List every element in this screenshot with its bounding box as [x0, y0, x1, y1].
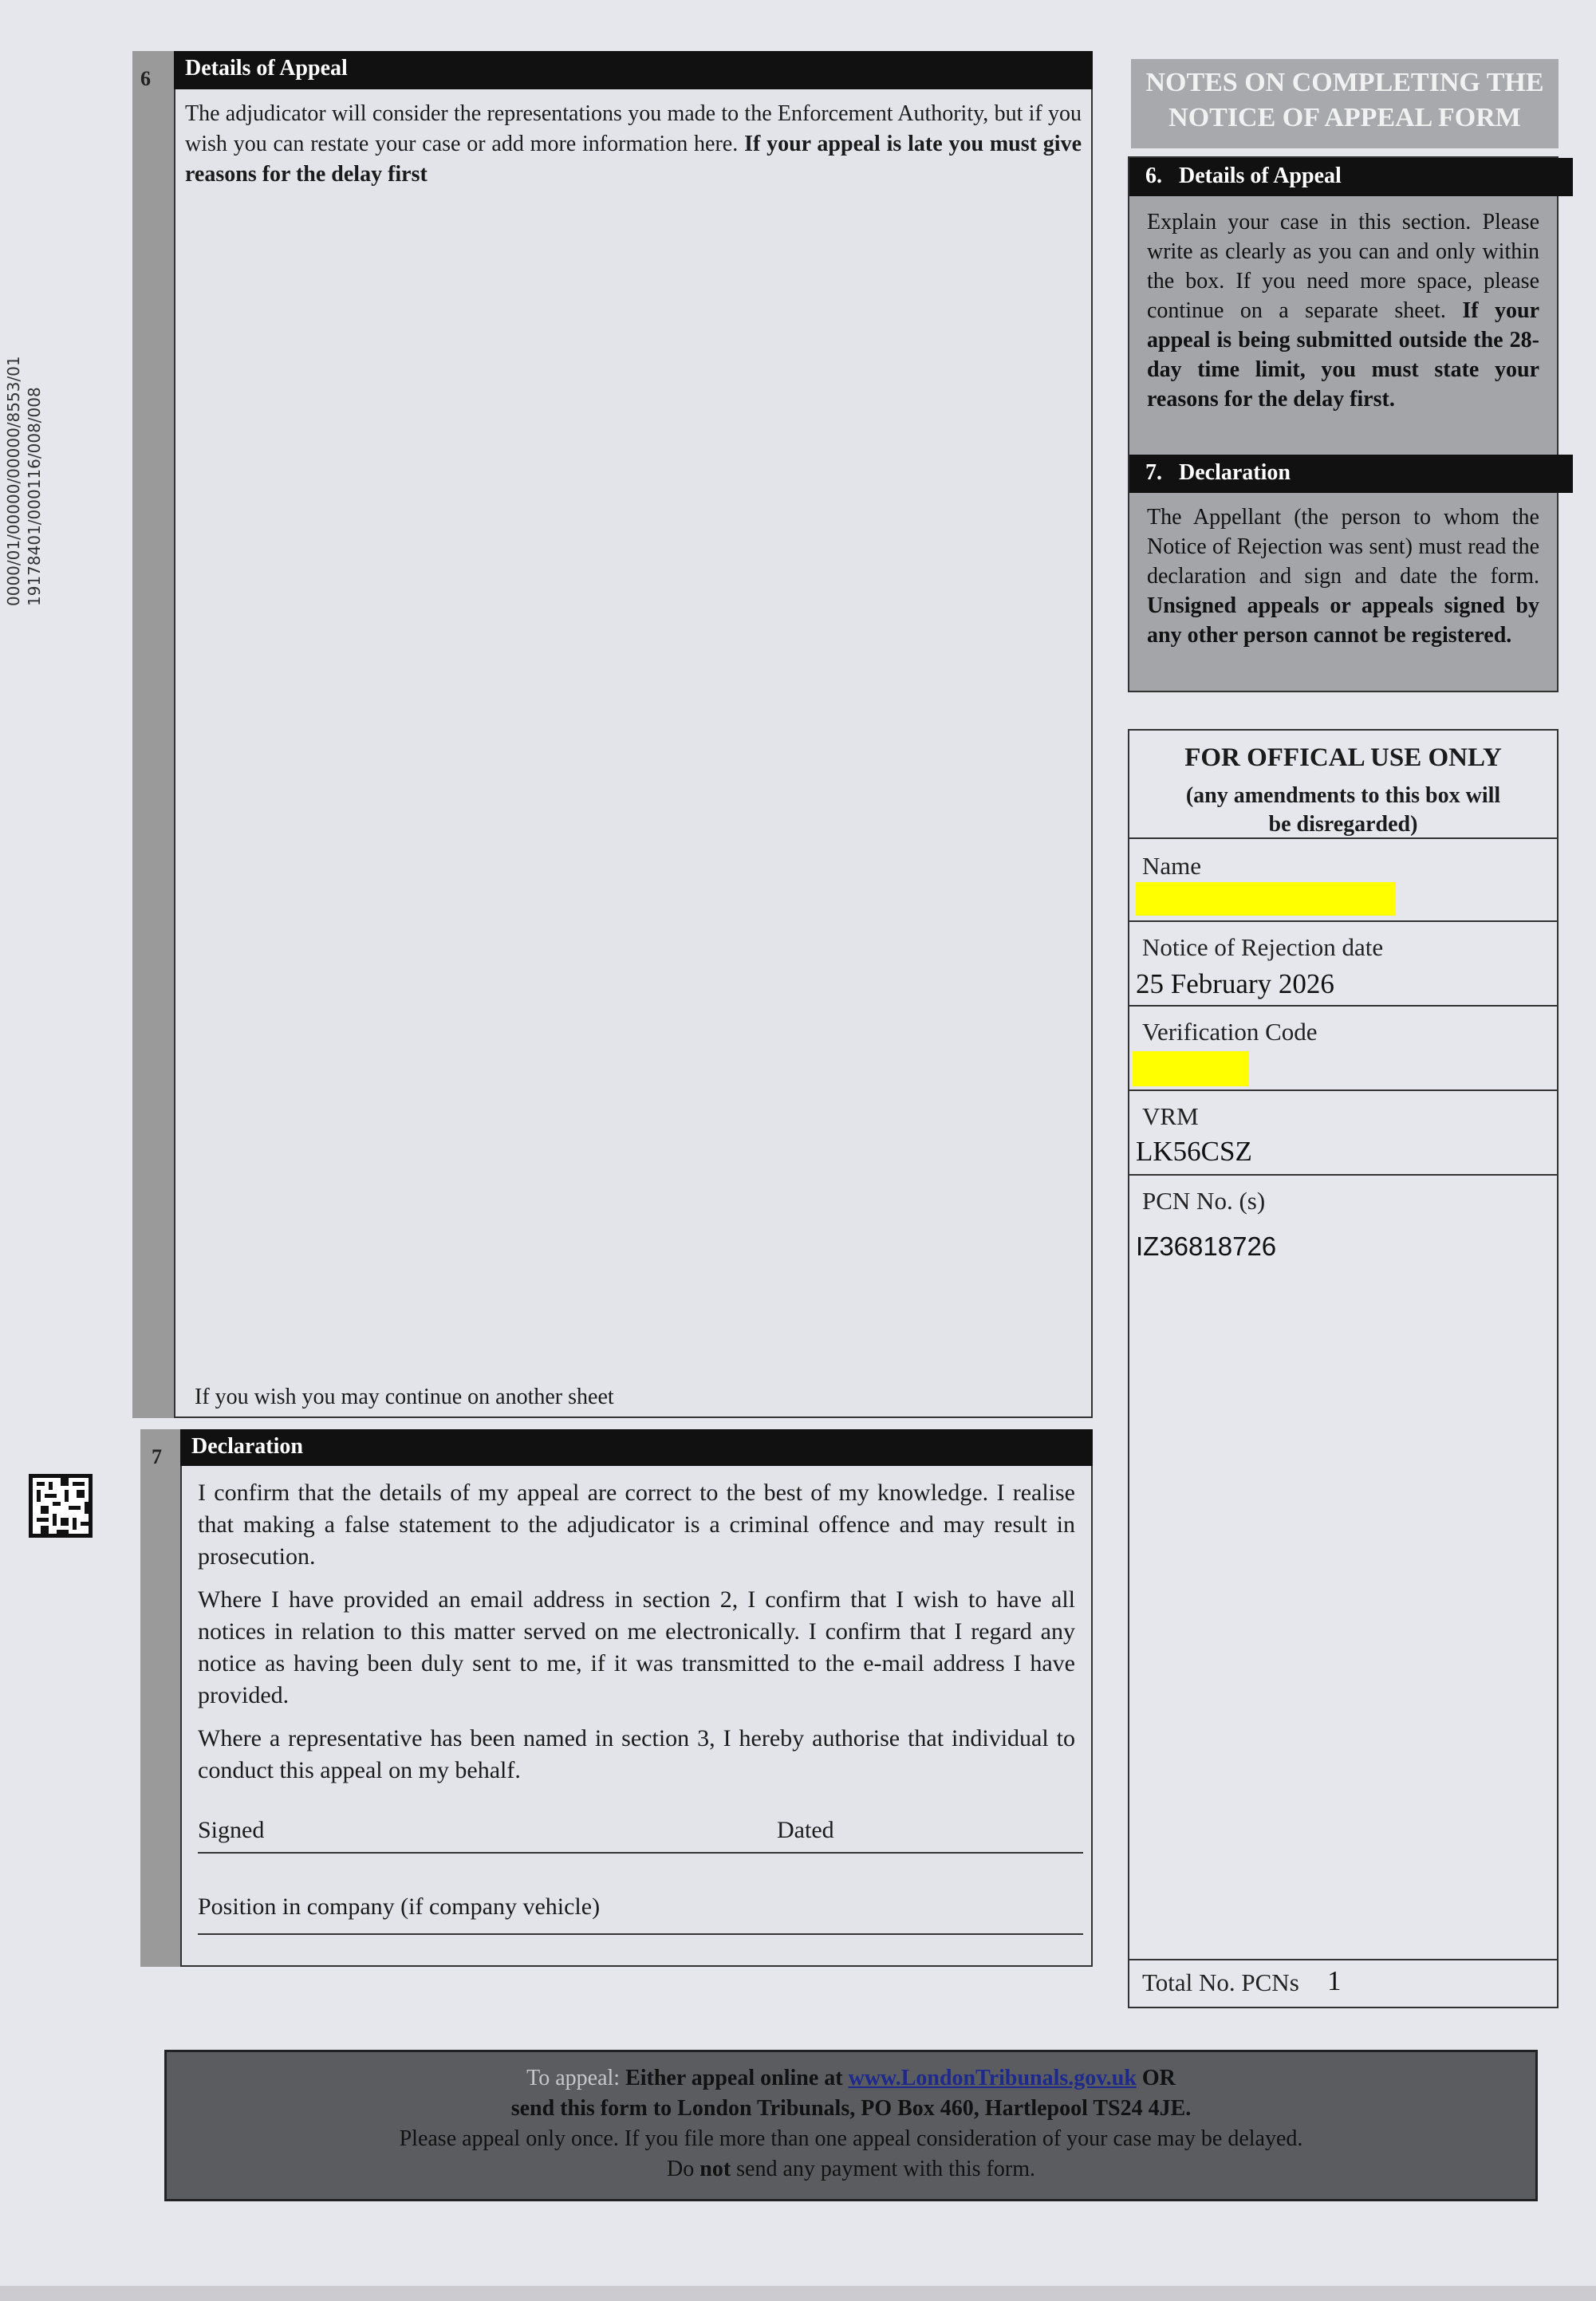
section-6-intro-text: The adjudicator will consider the representations you made to the Enforcement Authority, but if you wish you can restate your case or add more information here.: [185, 101, 1082, 156]
footer-online-text: Either appeal online at: [625, 2066, 843, 2090]
notes-title: [1131, 59, 1559, 148]
note-6-text: [1147, 207, 1539, 414]
verification-code-row: [1129, 1005, 1557, 1091]
signed-label: Signed: [198, 1817, 265, 1843]
note-6-header: 6. Details of Appeal: [1129, 158, 1573, 196]
verification-code-redaction: [1133, 1051, 1249, 1086]
vrm-value: LK56CSZ: [1136, 1136, 1252, 1167]
pcn-value: IZ36818726: [1136, 1231, 1277, 1261]
declaration-paragraph-1: I confirm that the details of my appeal are correct to the best of my knowledge. I realise that making a false statement to the adjudicator is a criminal offence and may result in prosecution.: [198, 1479, 1075, 1570]
total-pcns-value: 1: [1327, 1965, 1342, 1996]
verification-code-label: Verification Code: [1142, 1018, 1318, 1046]
footer-payment-text: send any payment with this form.: [736, 2157, 1035, 2181]
total-pcns-label: Total No. PCNs: [1142, 1968, 1299, 1996]
section-7-box: [180, 1466, 1093, 1967]
total-pcns-row: [1129, 1959, 1557, 2010]
dated-label: Dated: [777, 1817, 834, 1843]
note-6-plain: Explain your case in this section. Please write as clearly as you can and only within the box. If you need more space, please continue on a separate sheet.: [1147, 210, 1539, 323]
section-6-box: [174, 89, 1093, 1418]
footer-line-1: [167, 2063, 1535, 2094]
position-line: [198, 1933, 1083, 1935]
london-tribunals-link[interactable]: www.LondonTribunals.gov.uk: [848, 2066, 1137, 2090]
notes-panel: [1128, 156, 1559, 692]
section-6-strip: [132, 51, 174, 1418]
name-row: [1129, 837, 1557, 922]
continue-note: If you wish you may continue on another sheet: [195, 1385, 614, 1409]
rejection-date-value: 25 February 2026: [1136, 968, 1334, 999]
name-label: Name: [1142, 852, 1202, 880]
appeal-details-input[interactable]: [185, 185, 1082, 1365]
footer-do: Do: [667, 2157, 695, 2181]
note-7-plain: The Appellant (the person to whom the Notice of Rejection was sent) must read the declaration and sign and date the form.: [1147, 505, 1539, 589]
pcn-label: PCN No. (s): [1142, 1187, 1266, 1215]
footer-line-3: Please appeal only once. If you file more than one appeal consideration of your case may be delayed.: [399, 2126, 1303, 2151]
rejection-date-row: [1129, 920, 1557, 1007]
note-7-bold: Unsigned appeals or appeals signed by any other person cannot be registered.: [1147, 593, 1539, 648]
appeal-instructions-footer: [164, 2050, 1538, 2201]
footer-lead: To appeal:: [526, 2066, 621, 2090]
section-6-number: 6: [140, 67, 151, 90]
vrm-label: VRM: [1142, 1102, 1199, 1130]
name-redaction: [1136, 882, 1396, 916]
footer-line-2: send this form to London Tribunals, PO Box 460, Hartlepool TS24 4JE.: [510, 2096, 1192, 2121]
vrm-row: [1129, 1089, 1557, 1176]
section-7-number: 7: [152, 1445, 162, 1468]
pcn-row: [1129, 1174, 1557, 1954]
signature-line: [198, 1852, 1083, 1854]
position-label: Position in company (if company vehicle): [198, 1893, 601, 1920]
section-6-header: Details of Appeal: [174, 51, 1093, 89]
footer-not: not: [699, 2157, 731, 2181]
side-code-line-1: 0000/01/00000/00000/8553/01: [4, 356, 23, 606]
date-field[interactable]: [876, 1809, 1075, 1847]
official-use-box: [1128, 729, 1559, 2008]
side-code-line-2: 19178401/000116/008/008: [25, 387, 44, 606]
note-6-bold: If your appeal is being submitted outside the 28-day time limit, you must state your reasons for the delay first.: [1147, 298, 1539, 412]
official-subtitle: (any amendments to this box will be disregarded): [1185, 783, 1501, 837]
footer-line-4: [167, 2154, 1535, 2185]
page-bottom-edge: [0, 2286, 1596, 2301]
official-title: FOR OFFICAL USE ONLY: [1184, 743, 1502, 772]
section-6-intro: [185, 99, 1082, 190]
side-reference-code: [3, 356, 44, 606]
declaration-paragraph-3: Where a representative has been named in section 3, I hereby authorise that individual to conduct this appeal on my behalf.: [198, 1725, 1075, 1783]
notes-title-line-1: NOTES ON COMPLETING THE: [1145, 68, 1544, 97]
footer-or: OR: [1141, 2066, 1176, 2090]
section-7-strip: [140, 1429, 180, 1967]
rejection-date-label: Notice of Rejection date: [1142, 933, 1384, 961]
note-7-text: [1147, 502, 1539, 650]
note-7-header: 7. Declaration: [1129, 455, 1573, 493]
notes-title-line-2: NOTICE OF APPEAL FORM: [1168, 103, 1521, 132]
signature-field[interactable]: [309, 1809, 932, 1847]
position-field[interactable]: [636, 1889, 1083, 1927]
section-6-intro-bold: If your appeal is late you must give reasons for the delay first: [185, 132, 1082, 187]
declaration-paragraph-2: Where I have provided an email address in section 2, I confirm that I wish to have all notices in relation to this matter served on me electronically. I confirm that I regard any notice as having been duly sent to me, if it was transmitted to the e-mail address I have provided.: [198, 1586, 1075, 1708]
section-7-header: Declaration: [180, 1429, 1093, 1466]
datamatrix-code-icon: [29, 1474, 93, 1538]
